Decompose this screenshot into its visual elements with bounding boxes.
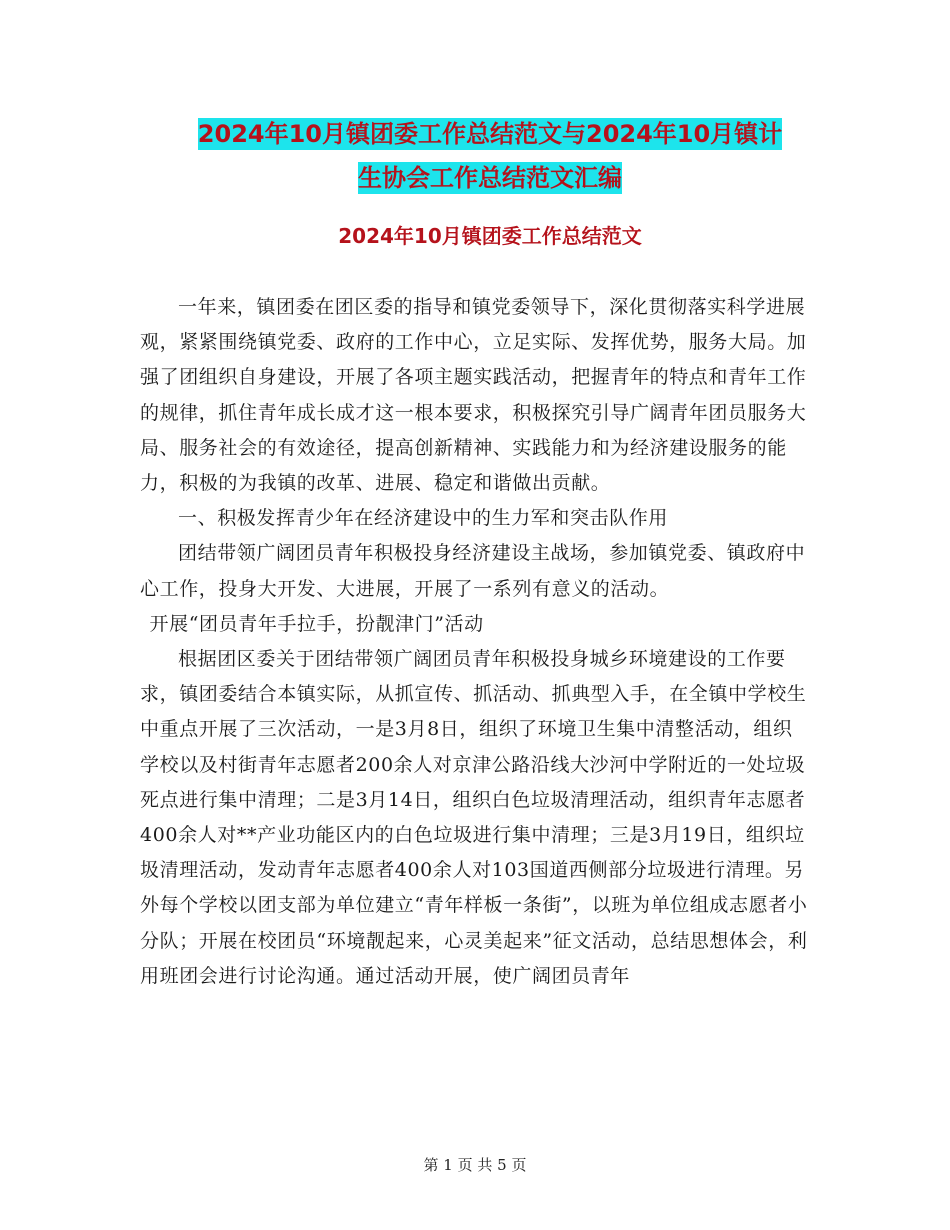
document-title-line2: 生协会工作总结范文汇编	[358, 164, 622, 192]
page-number: 第 1 页 共 5 页	[423, 1156, 527, 1174]
document-title-line1: 2024年10月镇团委工作总结范文与2024年10月镇计	[197, 120, 783, 148]
paragraph-4: 根据团区委关于团结带领广阔团员青年积极投身城乡环境建设的工作要求，镇团委结合本镇实际，从抓宣传、抓活动、抓典型入手，在全镇中学校生中重点开展了三次活动，一是3月8日，组织了环境卫生集中清整活动，组织学校以及村街青年志愿者200余人对京津公路沿线大沙河中学附近的一处垃圾死点进行集中清理；二是3月14日，组织白色垃圾清理活动，组织青年志愿者400余人对**产业功能区内的白色垃圾进行集中清理；三是3月19日，组织垃圾清理活动，发动青年志愿者400余人对103国道西侧部分垃圾进行清理。另外每个学校以团支部为单位建立“青年样板一条街”，以班为单位组成志愿者小分队；开展在校团员“环境靓起来，心灵美起来”征文活动，总结思想体会，利用班团会进行讨论沟通。通过活动开展，使广阔团员青年	[140, 648, 808, 987]
document-title	[140, 112, 840, 200]
paragraph-heading-1: 一、积极发挥青少年在经济建设中的生力军和突击队作用	[178, 507, 669, 530]
paragraph-2: 团结带领广阔团员青年积极投身经济建设主战场，参加镇党委、镇政府中心工作，投身大开发、大进展，开展了一系列有意义的活动。	[140, 542, 806, 600]
paragraph-subheading: 开展“团员青年手拉手，扮靓津门”活动	[149, 612, 484, 635]
paragraph-intro: 一年来，镇团委在团区委的指导和镇党委领导下，深化贯彻落实科学进展观，紧紧围绕镇党委、政府的工作中心，立足实际、发挥优势，服务大局。加强了团组织自身建设，开展了各项主题实践活动，把握青年的特点和青年工作的规律，抓住青年成长成才这一根本要求，积极探究引导广阔青年团员服务大局、服务社会的有效途径，提高创新精神、实践能力和为经济建设服务的能力，积极的为我镇的改革、进展、稳定和谐做出贡献。	[140, 296, 807, 495]
section-title: 2024年10月镇团委工作总结范文	[338, 224, 642, 248]
document-body	[140, 290, 810, 994]
